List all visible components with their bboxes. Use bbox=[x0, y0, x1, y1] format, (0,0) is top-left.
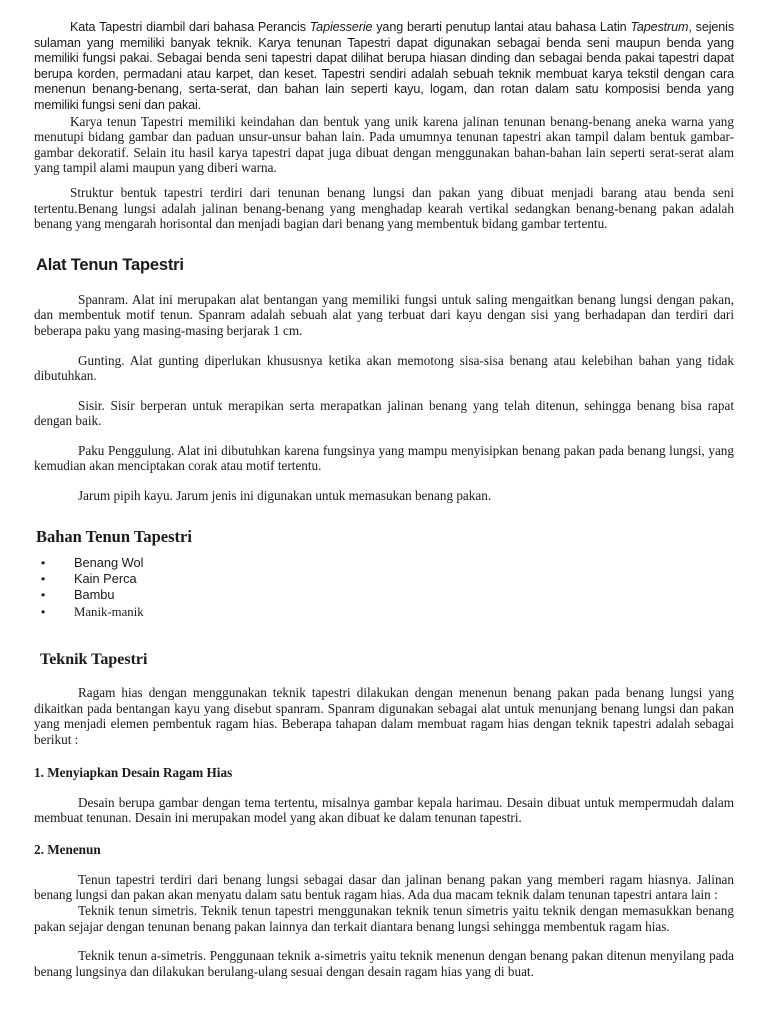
list-item bbox=[34, 571, 734, 587]
paragraph-alat-sisir: Sisir. Sisir berperan untuk merapikan serta merapatkan jalinan benang yang telah ditenun, sehingga benang bisa rapat dengan baik. bbox=[34, 397, 734, 429]
bahan-bullet-list bbox=[34, 555, 734, 621]
paragraph-alat-gunting: Gunting. Alat gunting diperlukan khususnya ketika akan memotong sisa-sisa benang atau kelebihan bahan yang tidak dibutuhkan. bbox=[34, 352, 734, 384]
list-item bbox=[34, 587, 734, 603]
list-item-label: Kain Perca bbox=[74, 571, 137, 587]
bullet-icon: • bbox=[41, 604, 46, 619]
paragraph-alat-jarum-pipih-kayu: Jarum pipih kayu. Jarum jenis ini digunakan untuk memasukan benang pakan. bbox=[78, 488, 492, 504]
list-item-label: Bambu bbox=[74, 587, 115, 603]
heading-step-1: 1. Menyiapkan Desain Ragam Hias bbox=[34, 764, 233, 780]
paragraph-teknik-intro: Ragam hias dengan menggunakan teknik tapestri dilakukan dengan menenun benang pakan pada benang lungsi yang dikaitkan pada bentangan kayu yang disebut spanram. Spanram digunakan sebagai alat untuk menunjang benang lungsi dan pakan yang menjadi elemen pembentuk ragam hias. Beberapa tahapan dalam membuat ragam hias dengan teknik tapestri adalah sebagai berikut : bbox=[34, 685, 734, 748]
paragraph-alat-paku-penggulung: Paku Penggulung. Alat ini dibutuhkan karena fungsinya yang mampu menyisipkan benang pakan pada benang lungsi, yang kemudian akan menciptakan corak atau motif tertentu. bbox=[34, 442, 734, 474]
list-item bbox=[34, 555, 734, 571]
intro-text-part-2: yang berarti penutup lantai atau bahasa Latin bbox=[372, 20, 631, 34]
italic-term-tapestrum: Tapestrum bbox=[630, 20, 689, 34]
bullet-icon: • bbox=[41, 555, 46, 570]
heading-bahan-tenun-tapestri: Bahan Tenun Tapestri bbox=[36, 526, 192, 546]
paragraph-step-1-body: Desain berupa gambar dengan tema tertentu, misalnya gambar kepala harimau. Desain dibuat untuk mempermudah dalam membuat tenunan. Desain ini merupakan model yang akan dibuat ke dalam tenunan tapestri. bbox=[34, 794, 734, 826]
paragraph-intro-2: Karya tenun Tapestri memiliki keindahan dan bentuk yang unik karena jalinan tenunan benang-benang aneka warna yang menutupi bidang gambar dan paduan unsur-unsur bahan lain. Pada umumnya tenunan tapestri akan tampil dalam bentuk gambar-gambar dekoratif. Selain itu hasil karya tapestri dapat juga dibuat dengan menggunakan bahan-bahan lain seperti serat-serat alam yang tampil alami maupun yang diberi warna. bbox=[34, 113, 734, 176]
heading-step-2: 2. Menenun bbox=[34, 841, 101, 857]
intro-text-part-1: Kata Tapestri diambil dari bahasa Perancis bbox=[70, 20, 310, 34]
list-item-label: Benang Wol bbox=[74, 554, 144, 570]
heading-alat-tenun-tapestri: Alat Tenun Tapestri bbox=[36, 255, 184, 274]
italic-term-tapiesserie: Tapiesserie bbox=[309, 20, 373, 34]
paragraph-intro-1 bbox=[34, 20, 734, 114]
paragraph-step-2-body: Tenun tapestri terdiri dari benang lungsi sebagai dasar dan jalinan benang pakan yang memberi ragam hiasnya. Jalinan benang lungsi dan pakan akan menyatu dalam satu bentuk ragam hias. Ada dua macam teknik dalam tenunan tapestri antara lain : bbox=[34, 871, 734, 903]
bullet-icon: • bbox=[41, 588, 46, 603]
list-item-label: Manik-manik bbox=[74, 604, 144, 619]
heading-teknik-tapestri: Teknik Tapestri bbox=[40, 651, 148, 669]
list-item bbox=[34, 604, 734, 620]
paragraph-teknik-simetris: Teknik tenun simetris. Teknik tenun tapestri menggunakan teknik tenun simetris yaitu teknik dengan memasukkan benang pakan sejajar dengan tenunan benang pakan lainnya dan terkait diantara benang lungsi sehingga membentuk ragam hias. bbox=[34, 903, 734, 934]
bullet-icon: • bbox=[41, 572, 46, 587]
paragraph-teknik-asimetris: Teknik tenun a-simetris. Penggunaan teknik a-simetris yaitu teknik menenun dengan benang pakan ditenun menyilang pada benang lungsinya dan dilakukan berulang-ulang sesuai dengan desain ragam hias yang di buat. bbox=[34, 948, 734, 979]
paragraph-intro-3: Struktur bentuk tapestri terdiri dari tenunan benang lungsi dan pakan yang dibuat menjadi barang atau benda seni tertentu.Benang lungsi adalah jalinan benang-benang yang menghadap kearah vertikal sedangkan benang-benang pakan adalah benang yang mengarah horisontal dan menjadi bagian dari benang yang membentuk bidang gambar tertentu. bbox=[34, 184, 734, 232]
intro-text-part-3: , sejenis sulaman yang memiliki banyak teknik. Karya tenunan Tapestri dapat digunakan sebagai benda seni maupun benda yang memiliki fungsi pakai. Sebagai benda seni tapestri dapat dilihat berupa hiasan dinding dan sebagai benda pakai tapestri dapat berupa korden, permadani atau karpet, dan keset. Tapestri sendiri adalah sebuah teknik membuat karya tekstil dengan cara menenun benang-benang, serta-serat, dan bahan lain seperti kayu, logam, dan rotan dalam satu komposisi benda yang memiliki fungsi seni dan pakai. bbox=[34, 20, 734, 112]
paragraph-alat-spanram: Spanram. Alat ini merupakan alat bentangan yang memiliki fungsi untuk saling mengaitkan benang lungsi dengan pakan, dan membentuk motif tenun. Spanram adalah sebuah alat yang terbuat dari kayu dengan sisi yang berhadapan dan terdiri dari beberapa paku yang masing-masing berjarak 1 cm. bbox=[34, 291, 734, 338]
